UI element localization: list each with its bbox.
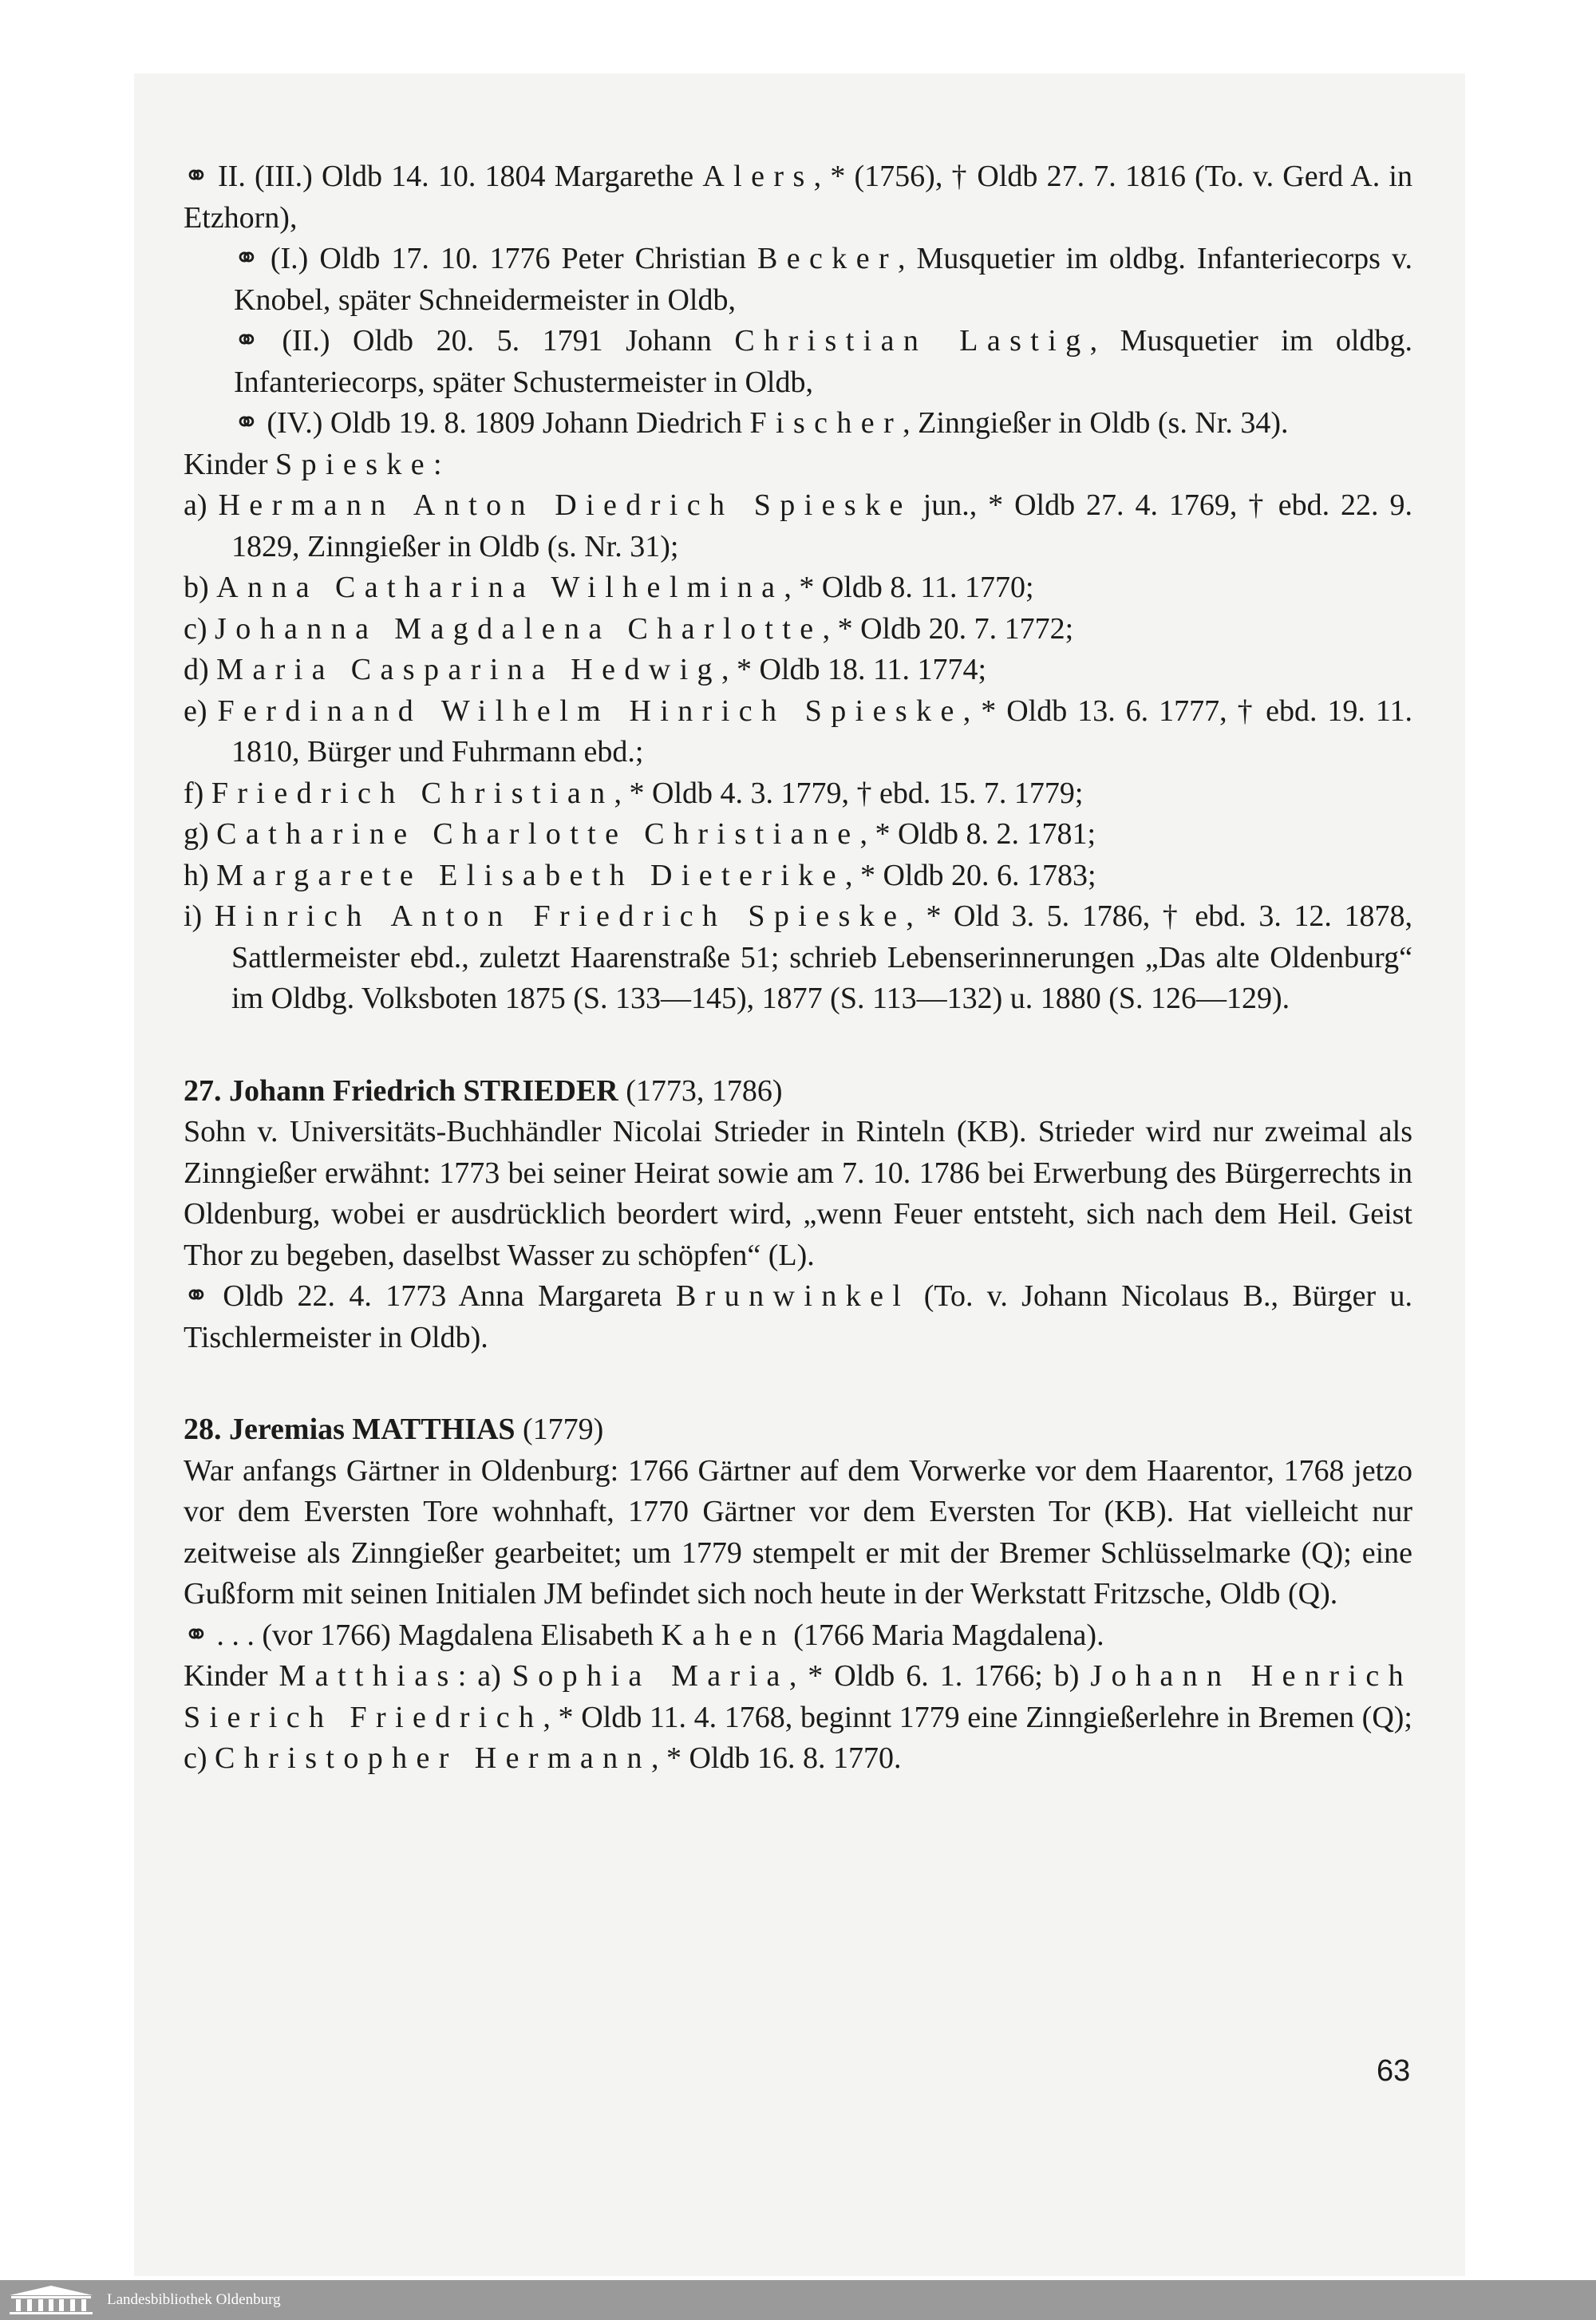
entry-27-name: Johann Friedrich STRIEDER bbox=[229, 1073, 618, 1108]
page-text bbox=[184, 156, 1412, 1780]
marriage-line-ii-lastig: ⚭ (II.) Oldb 20. 5. 1791 Johann Christian Lastig, Musquetier im oldbg. Infanteriecorps, später Schustermeister in Oldb, bbox=[234, 324, 1412, 399]
children-heading: Kinder Spieske: bbox=[184, 447, 442, 481]
entry-28-years: (1779) bbox=[523, 1413, 604, 1446]
entry-28-marriage: ⚭ . . . (vor 1766) Magdalena Elisabeth Kahen (1766 Maria Magdalena). bbox=[184, 1618, 1104, 1652]
child-item: f) Friedrich Christian, * Oldb 4. 3. 1779, † ebd. 15. 7. 1779; bbox=[184, 776, 1084, 810]
entry-28-name: Jeremias MATTHIAS bbox=[229, 1413, 516, 1446]
library-label: Landesbibliothek Oldenburg bbox=[107, 2291, 281, 2308]
child-item: e) Ferdinand Wilhelm Hinrich Spieske, * Oldb 13. 6. 1777, † ebd. 19. 11. 1810, Bürger und Fuhrmann ebd.; bbox=[184, 694, 1412, 769]
child-item: g) Catharine Charlotte Christiane, * Oldb 8. 2. 1781; bbox=[184, 817, 1096, 851]
entry-28-heading bbox=[184, 1409, 1412, 1451]
entry-28-children: Kinder Matthias: a) Sophia Maria, * Oldb 6. 1. 1766; b) Johann Henrich Sierich Friedrich, * Oldb 11. 4. 1768, beginnt 1779 eine Zinngießerlehre in Bremen (Q); c) Christopher Hermann, * Oldb 16. 8. 1770. bbox=[184, 1659, 1412, 1775]
page-number: 63 bbox=[1377, 2054, 1411, 2088]
entry-28-body: War anfangs Gärtner in Oldenburg: 1766 Gärtner auf dem Vorwerke vor dem Haarentor, 1768 jetzo vor dem Eversten Tore wohnhaft, 1770 Gärtner vor dem Eversten Tor (KB). Hat vielleicht nur zeitweise als Zinngießer gearbeitet; um 1779 stempelt er mit der Bremer Schlüsselmarke (Q); eine Gußform mit seinen Initialen JM befindet sich noch heute in der Werkstatt Fritzsche, Oldb (Q). bbox=[184, 1453, 1412, 1611]
marriage-line-i: ⚭ (I.) Oldb 17. 10. 1776 Peter Christian Becker, Musquetier im oldbg. Infanteriecorps v. Knobel, später Schneidermeister in Oldb, bbox=[234, 242, 1412, 317]
library-building-icon bbox=[6, 2284, 96, 2316]
child-item: d) Maria Casparina Hedwig, * Oldb 18. 11. 1774; bbox=[184, 653, 987, 686]
marriage-line-iv: ⚭ (IV.) Oldb 19. 8. 1809 Johann Diedrich Fischer, Zinngießer in Oldb (s. Nr. 34). bbox=[234, 406, 1289, 440]
library-footer bbox=[0, 2280, 1596, 2320]
entry-28-number: 28. bbox=[184, 1413, 222, 1446]
child-item: c) Johanna Magdalena Charlotte, * Oldb 20. 7. 1772; bbox=[184, 611, 1074, 646]
entry-27-years: (1773, 1786) bbox=[626, 1073, 783, 1108]
entry-27-heading bbox=[184, 1071, 1412, 1113]
entry-27-body: Sohn v. Universitäts-Buchhändler Nicolai Strieder in Rinteln (KB). Strieder wird nur zweimal als Zinngießer erwähnt: 1773 bei seiner Heirat sowie am 7. 10. 1786 bei Erwerbung des Bürgerrechts in Oldenburg, wobei er ausdrücklich beordert wird, „wenn Feuer entsteht, sich nach dem Heil. Geist Thor zu begeben, daselbst Wasser zu schöpfen“ (L). bbox=[184, 1115, 1412, 1272]
child-item: i) Hinrich Anton Friedrich Spieske, * Old 3. 5. 1786, † ebd. 3. 12. 1878, Sattlermeister ebd., zuletzt Haarenstraße 51; schrieb Lebenserinnerungen „Das alte Oldenburg“ im Oldbg. Volksboten 1875 (S. 133—145), 1877 (S. 113—132) u. 1880 (S. 126—129). bbox=[184, 899, 1412, 1015]
entry-27-number: 27. bbox=[184, 1073, 222, 1108]
children-list bbox=[184, 485, 1412, 1020]
marriage-line-ii: ⚭ II. (III.) Oldb 14. 10. 1804 Margarethe Alers, * (1756), † Oldb 27. 7. 1816 (To. v. Gerd A. in Etzhorn), bbox=[184, 160, 1412, 235]
child-item: b) Anna Catharina Wilhelmina, * Oldb 8. 11. 1770; bbox=[184, 571, 1034, 604]
child-item: h) Margarete Elisabeth Dieterike, * Oldb 20. 6. 1783; bbox=[184, 858, 1096, 892]
child-item: a) Hermann Anton Diedrich Spieske jun., * Oldb 27. 4. 1769, † ebd. 22. 9. 1829, Zinngießer in Oldb (s. Nr. 31); bbox=[184, 488, 1412, 563]
entry-27-marriage: ⚭ Oldb 22. 4. 1773 Anna Margareta Brunwinkel (To. v. Johann Nicolaus B., Bürger u. Tischlermeister in Oldb). bbox=[184, 1279, 1412, 1354]
